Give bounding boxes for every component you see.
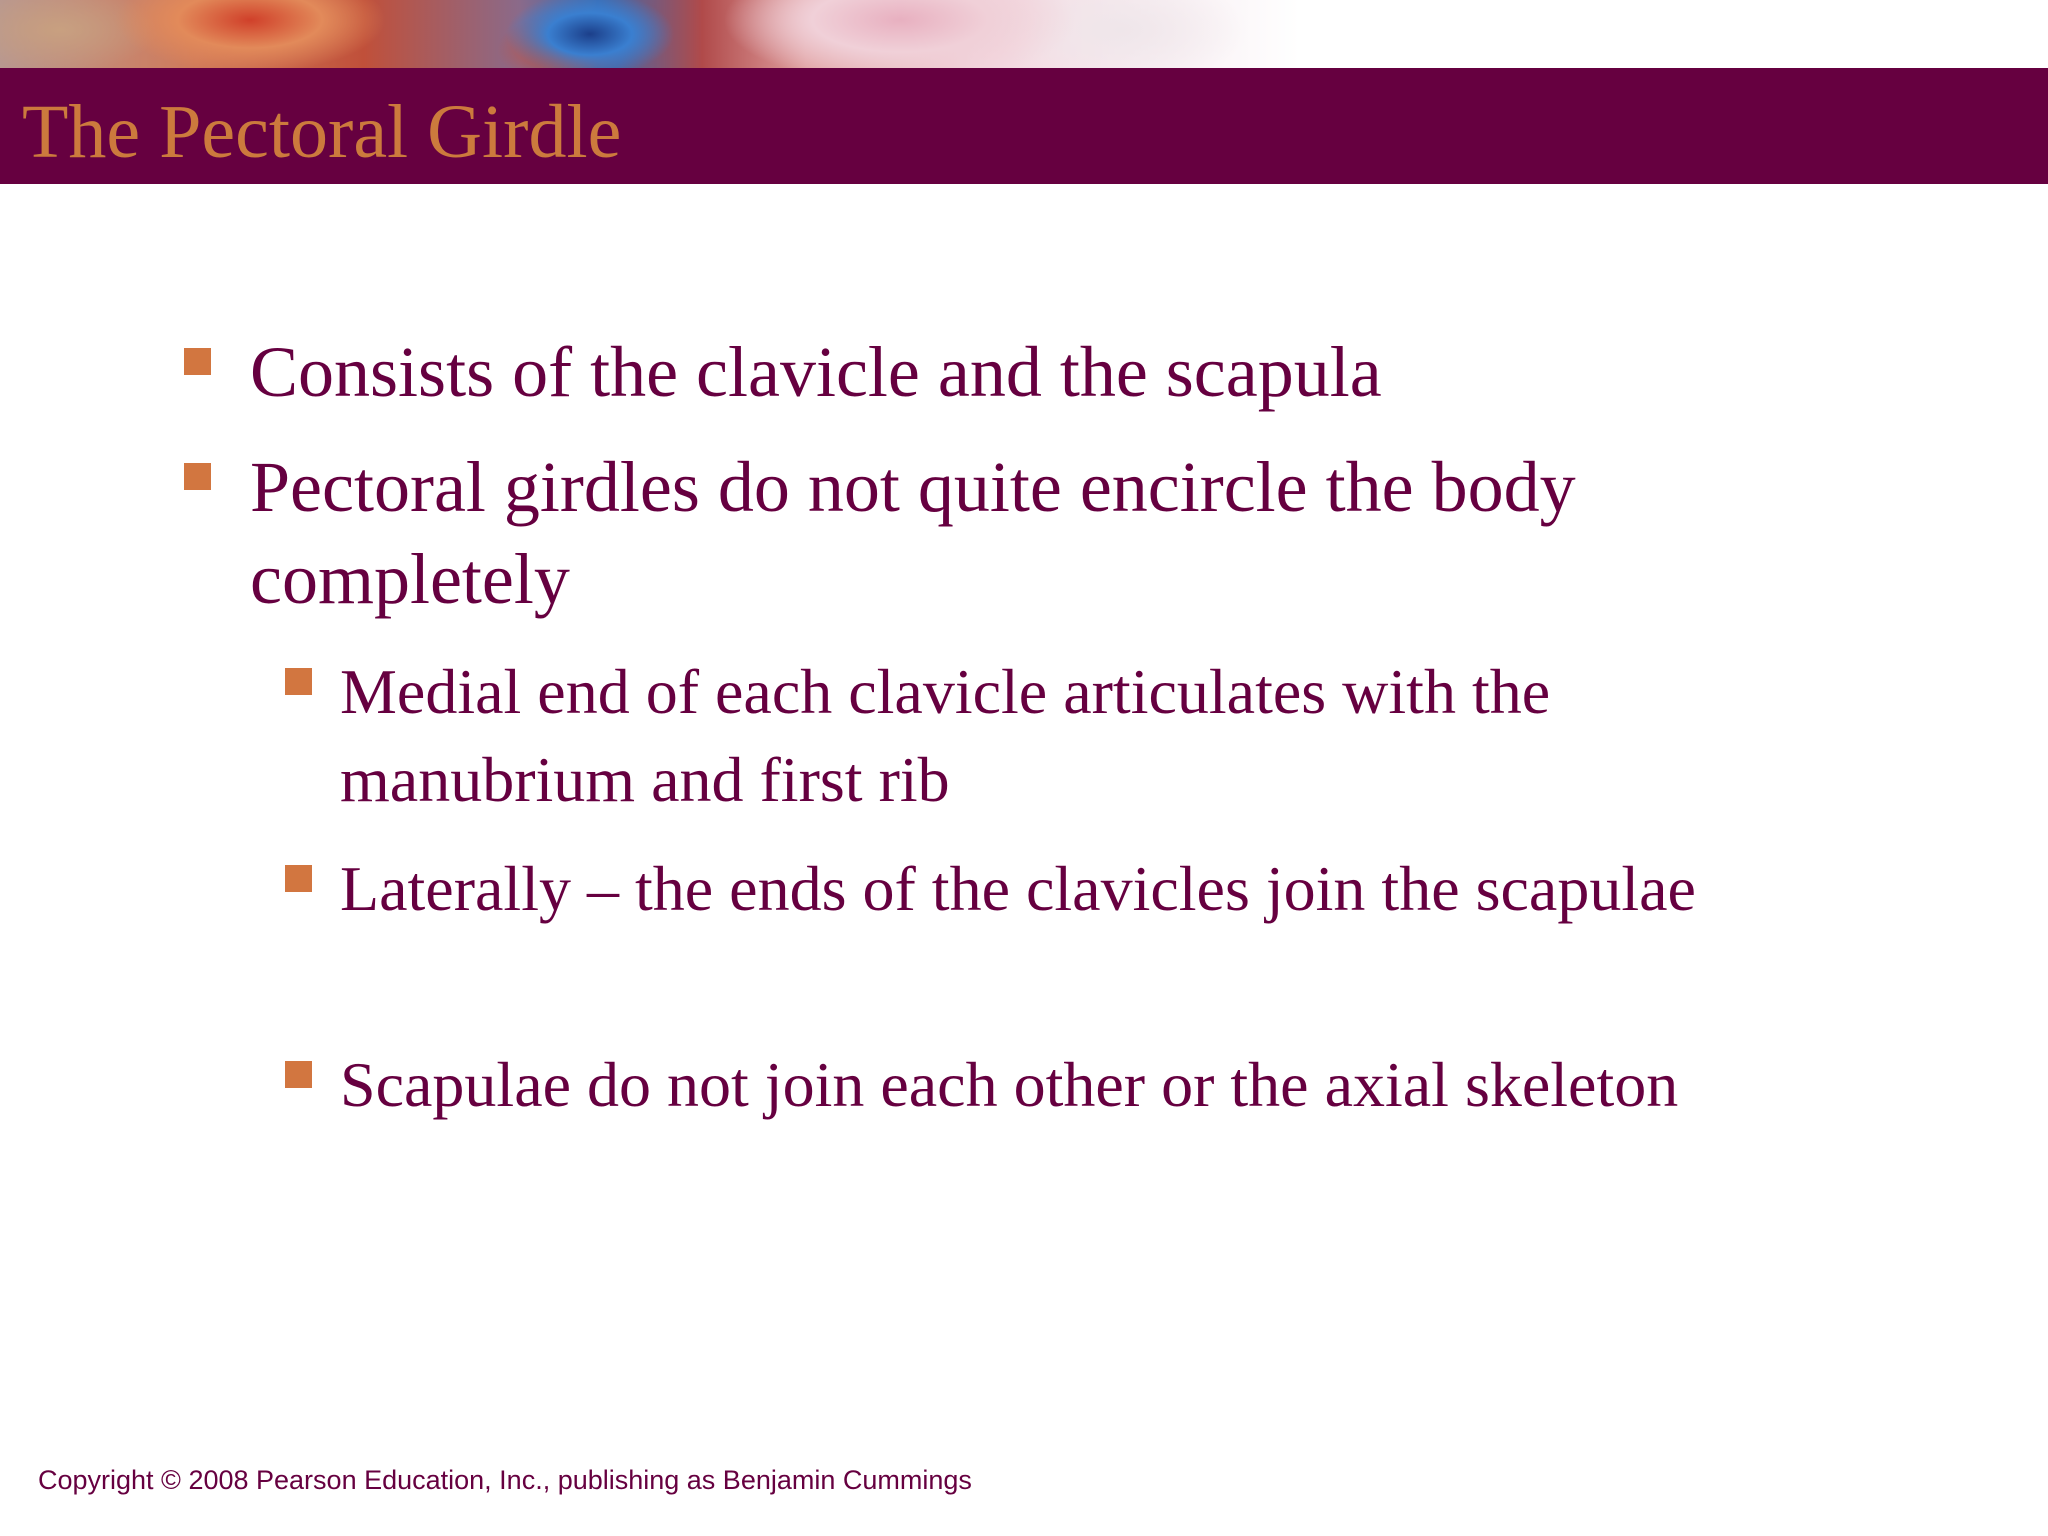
bullet-text: Scapulae do not join each other or the axial skeleton	[340, 1049, 1679, 1120]
square-bullet-icon	[285, 865, 312, 892]
slide-title: The Pectoral Girdle	[22, 90, 622, 174]
bullet-text: Laterally – the ends of the clavicles join the scapulae	[340, 853, 1696, 924]
square-bullet-icon	[184, 463, 211, 490]
sub-bullet-item	[340, 648, 1830, 824]
square-bullet-icon	[285, 668, 312, 695]
sub-bullet-item	[340, 1041, 1830, 1129]
sub-bullet-item	[340, 845, 1830, 933]
bullet-text: Consists of the clavicle and the scapula	[250, 332, 1382, 412]
bullet-text: Medial end of each clavicle articulates with the manubrium and first rib	[340, 656, 1551, 815]
bullet-text: Pectoral girdles do not quite encircle the body completely	[250, 447, 1576, 619]
copyright-footer: Copyright © 2008 Pearson Education, Inc., publishing as Benjamin Cummings	[38, 1465, 972, 1495]
square-bullet-icon	[285, 1061, 312, 1088]
bullet-item	[250, 441, 1810, 625]
bullet-item	[250, 326, 1810, 418]
square-bullet-icon	[184, 348, 211, 375]
